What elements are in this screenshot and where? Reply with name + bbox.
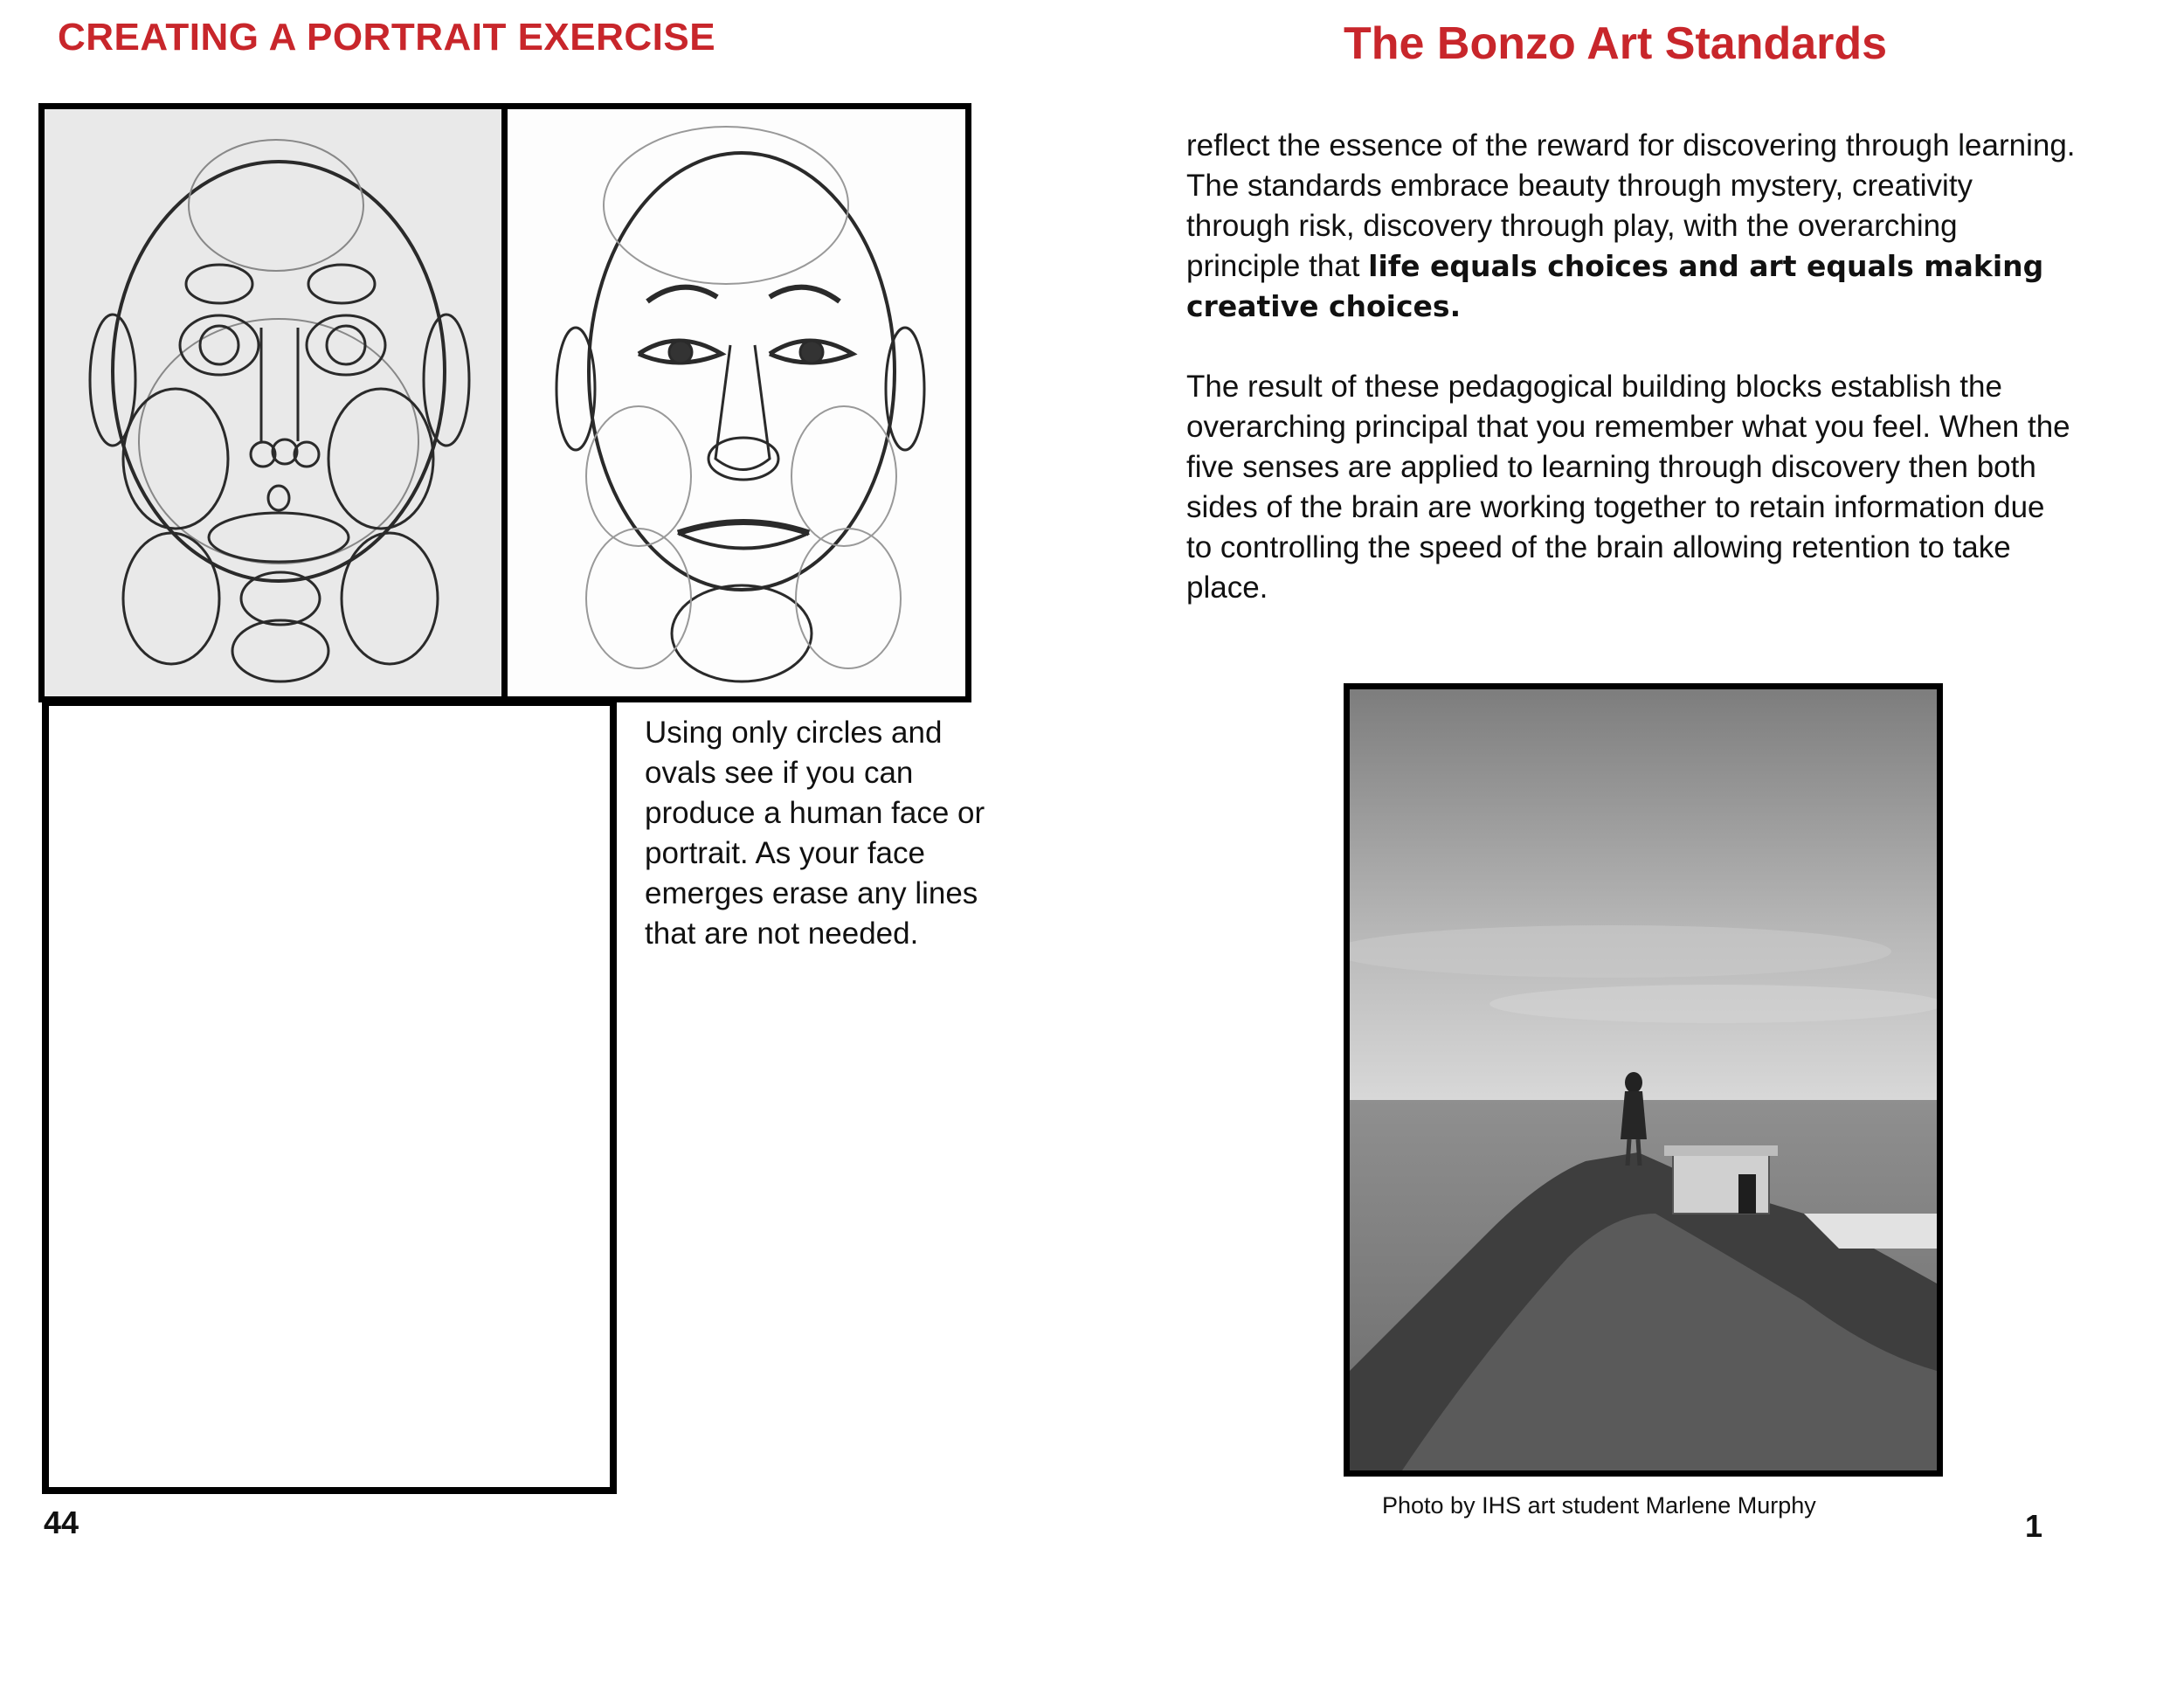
- left-page-title: CREATING A PORTRAIT EXERCISE: [58, 16, 716, 59]
- standards-paragraph-1: [1186, 126, 2077, 327]
- drawing-area[interactable]: [42, 699, 617, 1494]
- standards-paragraph-2: The result of these pedagogical building blocks establish the overarching principal that you remember what you feel. When the five senses are applied to learning through discovery then both sides of the brain are working together to retain information due to controlling the speed of the brain allowing retention to take place.: [1186, 370, 2070, 605]
- face-sketch-circles: [38, 103, 508, 702]
- photo-caption: Photo by IHS art student Marlene Murphy: [1382, 1492, 1816, 1519]
- page-number-right: 1: [2025, 1508, 2043, 1544]
- right-page-title: The Bonzo Art Standards: [1344, 18, 1888, 69]
- paragraph-1-text: reflect the essence of the reward for discovering through learning. The standards embrace beauty through mystery, creativity through risk, discovery through play, with the overarching principle that: [1186, 128, 2076, 283]
- face-sketch-refined: [501, 103, 971, 702]
- exercise-instructions: Using only circles and ovals see if you can produce a human face or portrait. As your face emerges erase any lines that are not needed.: [645, 716, 985, 951]
- cliff-photo: [1344, 683, 1943, 1477]
- paragraph-1-bold: life equals choices and art equals making creative choices.: [1186, 249, 2044, 323]
- page-number-left: 44: [44, 1505, 79, 1540]
